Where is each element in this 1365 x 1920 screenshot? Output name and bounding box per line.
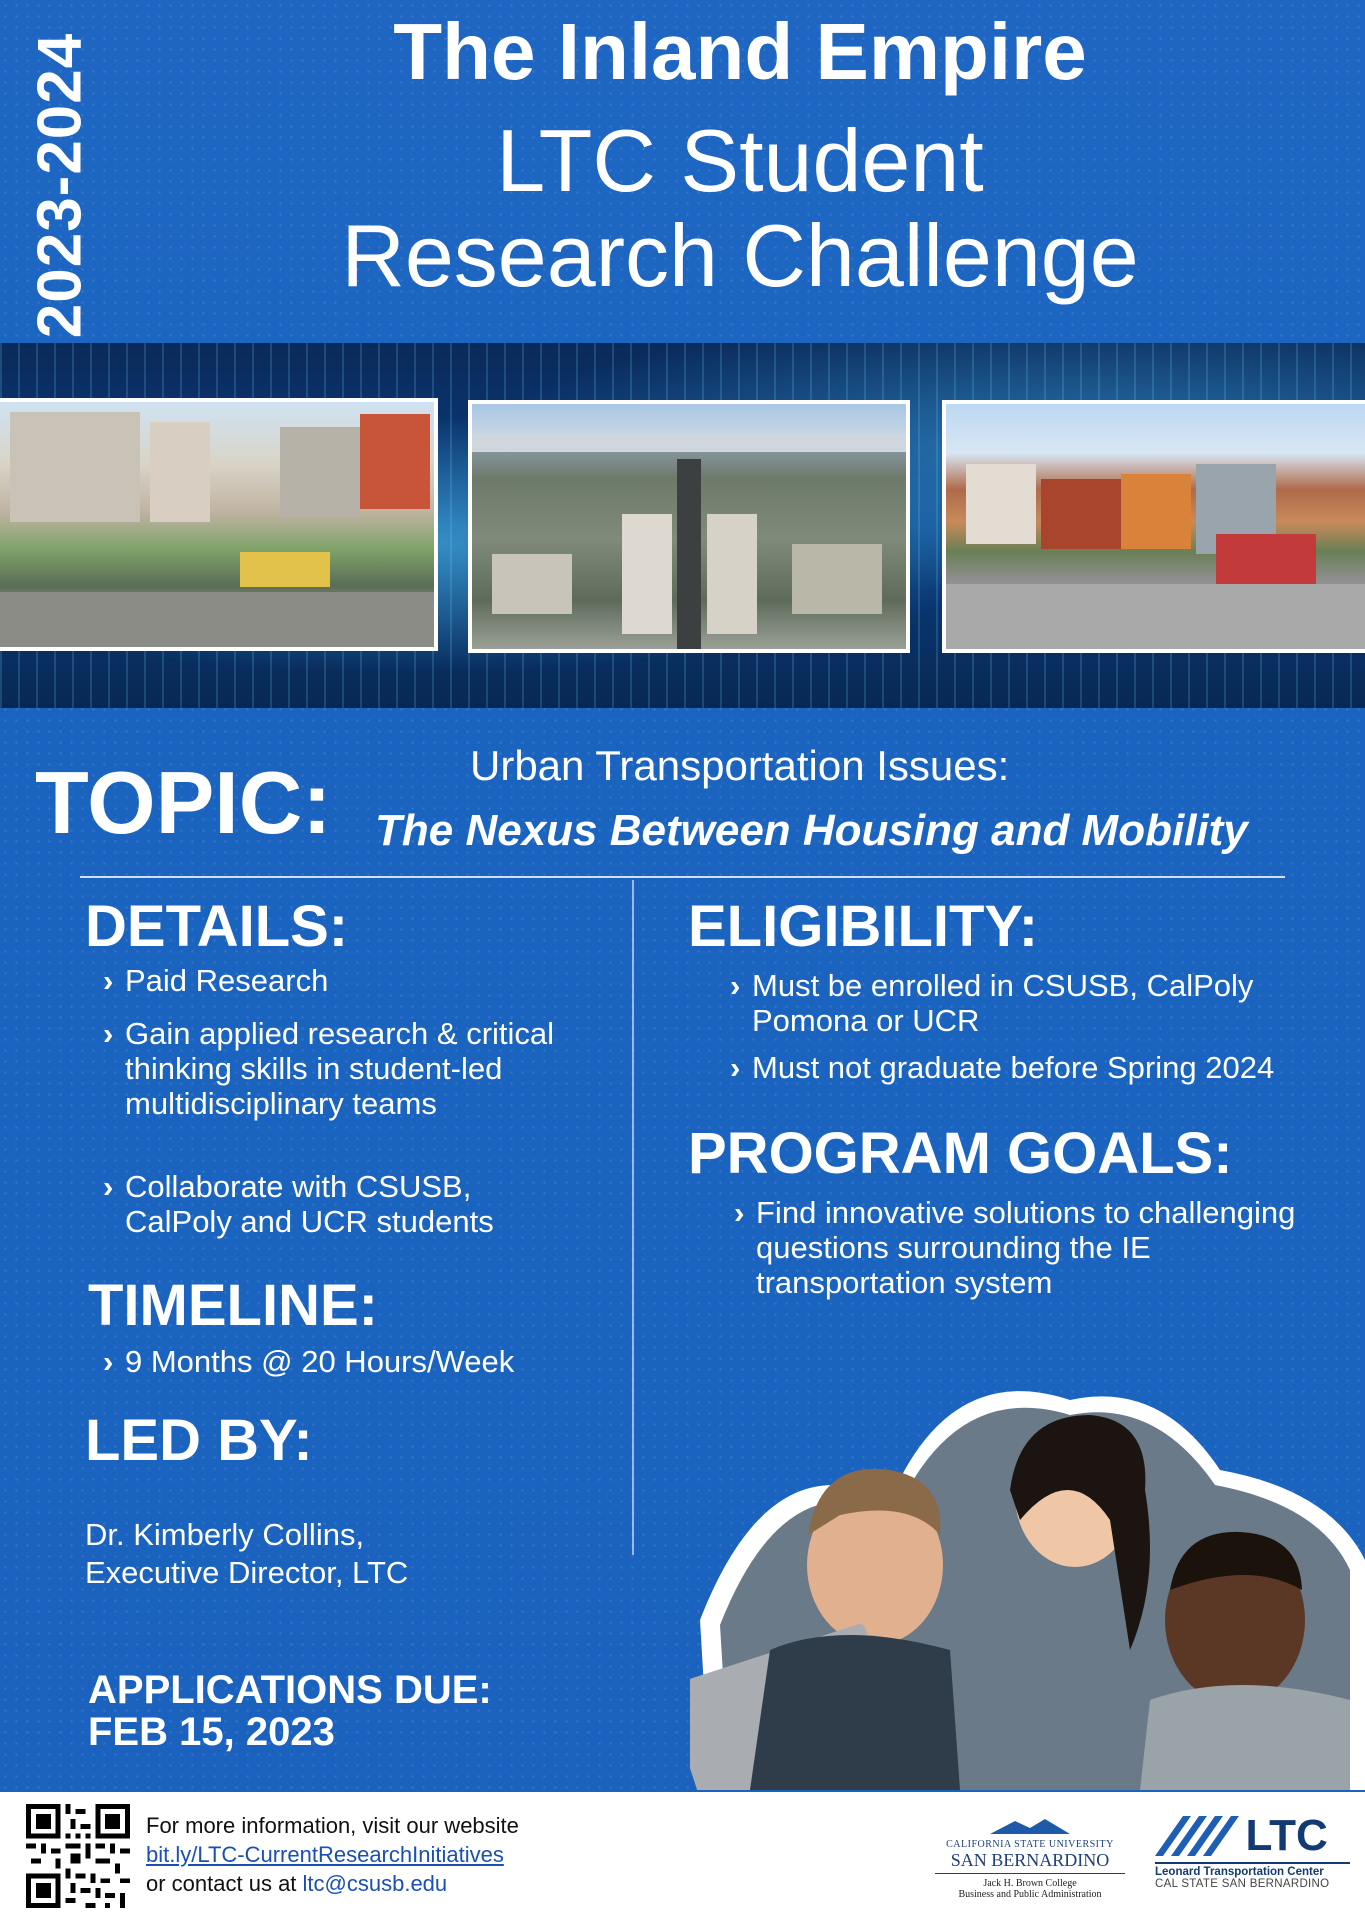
chevron-right-icon: › bbox=[103, 963, 114, 998]
street-bus-photo bbox=[942, 400, 1365, 653]
horizontal-divider bbox=[80, 876, 1285, 878]
timeline-heading: TIMELINE: bbox=[88, 1273, 378, 1338]
year-label: 2023-2024 bbox=[25, 32, 95, 339]
applications-due-date: FEB 15, 2023 bbox=[88, 1710, 335, 1754]
housing-photo bbox=[0, 398, 438, 651]
program-goals-item: › Find innovative solutions to challenging questions surrounding the IE transportation system bbox=[734, 1195, 1296, 1300]
title-line-3: Research Challenge bbox=[341, 206, 1139, 305]
email-link[interactable]: ltc@csusb.edu bbox=[302, 1871, 448, 1896]
eligibility-item: › Must be enrolled in CSUSB, CalPoly Pomona or UCR bbox=[730, 968, 1254, 1038]
led-by-name: Dr. Kimberly Collins, bbox=[85, 1517, 365, 1552]
chevron-right-icon: › bbox=[103, 1344, 114, 1379]
title-line-1: The Inland Empire bbox=[393, 7, 1087, 96]
details-item: › Collaborate with CSUSB, CalPoly and UCR students bbox=[103, 1169, 494, 1239]
led-by-title: Executive Director, LTC bbox=[85, 1555, 409, 1590]
eligibility-item: › Must not graduate before Spring 2024 bbox=[730, 1050, 1275, 1085]
website-link[interactable]: bit.ly/LTC-CurrentResearchInitiatives bbox=[146, 1842, 504, 1867]
program-goals-heading: PROGRAM GOALS: bbox=[688, 1121, 1233, 1186]
led-by-heading: LED BY: bbox=[85, 1408, 313, 1473]
chevron-right-icon: › bbox=[103, 1016, 114, 1051]
chevron-right-icon: › bbox=[730, 968, 741, 1003]
title-line-2: LTC Student bbox=[496, 111, 984, 210]
footer-contact: or contact us at ltc@csusb.edu bbox=[146, 1871, 448, 1896]
chevron-right-icon: › bbox=[734, 1195, 745, 1230]
mountain-icon bbox=[990, 1818, 1070, 1834]
chevron-right-icon: › bbox=[730, 1050, 741, 1085]
qr-code[interactable] bbox=[26, 1804, 130, 1908]
eligibility-heading: ELIGIBILITY: bbox=[688, 894, 1039, 959]
topic-subtitle: Urban Transportation Issues: bbox=[470, 742, 1010, 789]
footer-info: For more information, visit our website bbox=[146, 1813, 519, 1838]
timeline-item: › 9 Months @ 20 Hours/Week bbox=[103, 1344, 515, 1379]
students-photo bbox=[690, 1320, 1365, 1790]
topic-label: TOPIC: bbox=[35, 753, 332, 852]
details-item: › Gain applied research & critical thinking skills in student-led multidisciplinary teams bbox=[103, 1016, 555, 1121]
aerial-city-photo bbox=[468, 400, 910, 653]
csusb-logo: CALIFORNIA STATE UNIVERSITY SAN BERNARDINO Jack H. Brown College Business and Public Administration bbox=[935, 1818, 1125, 1900]
details-heading: DETAILS: bbox=[85, 894, 349, 959]
details-item: › Paid Research bbox=[103, 963, 329, 998]
applications-due-label: APPLICATIONS DUE: bbox=[88, 1668, 492, 1712]
chevron-right-icon: › bbox=[103, 1169, 114, 1204]
vertical-divider bbox=[632, 880, 634, 1555]
ltc-logo: LTC Leonard Transportation Center CAL STATE SAN BERNARDINO bbox=[1155, 1812, 1350, 1890]
topic-title: The Nexus Between Housing and Mobility bbox=[375, 806, 1248, 855]
photo-band bbox=[0, 343, 1365, 708]
ltc-stripes-icon bbox=[1155, 1812, 1241, 1858]
